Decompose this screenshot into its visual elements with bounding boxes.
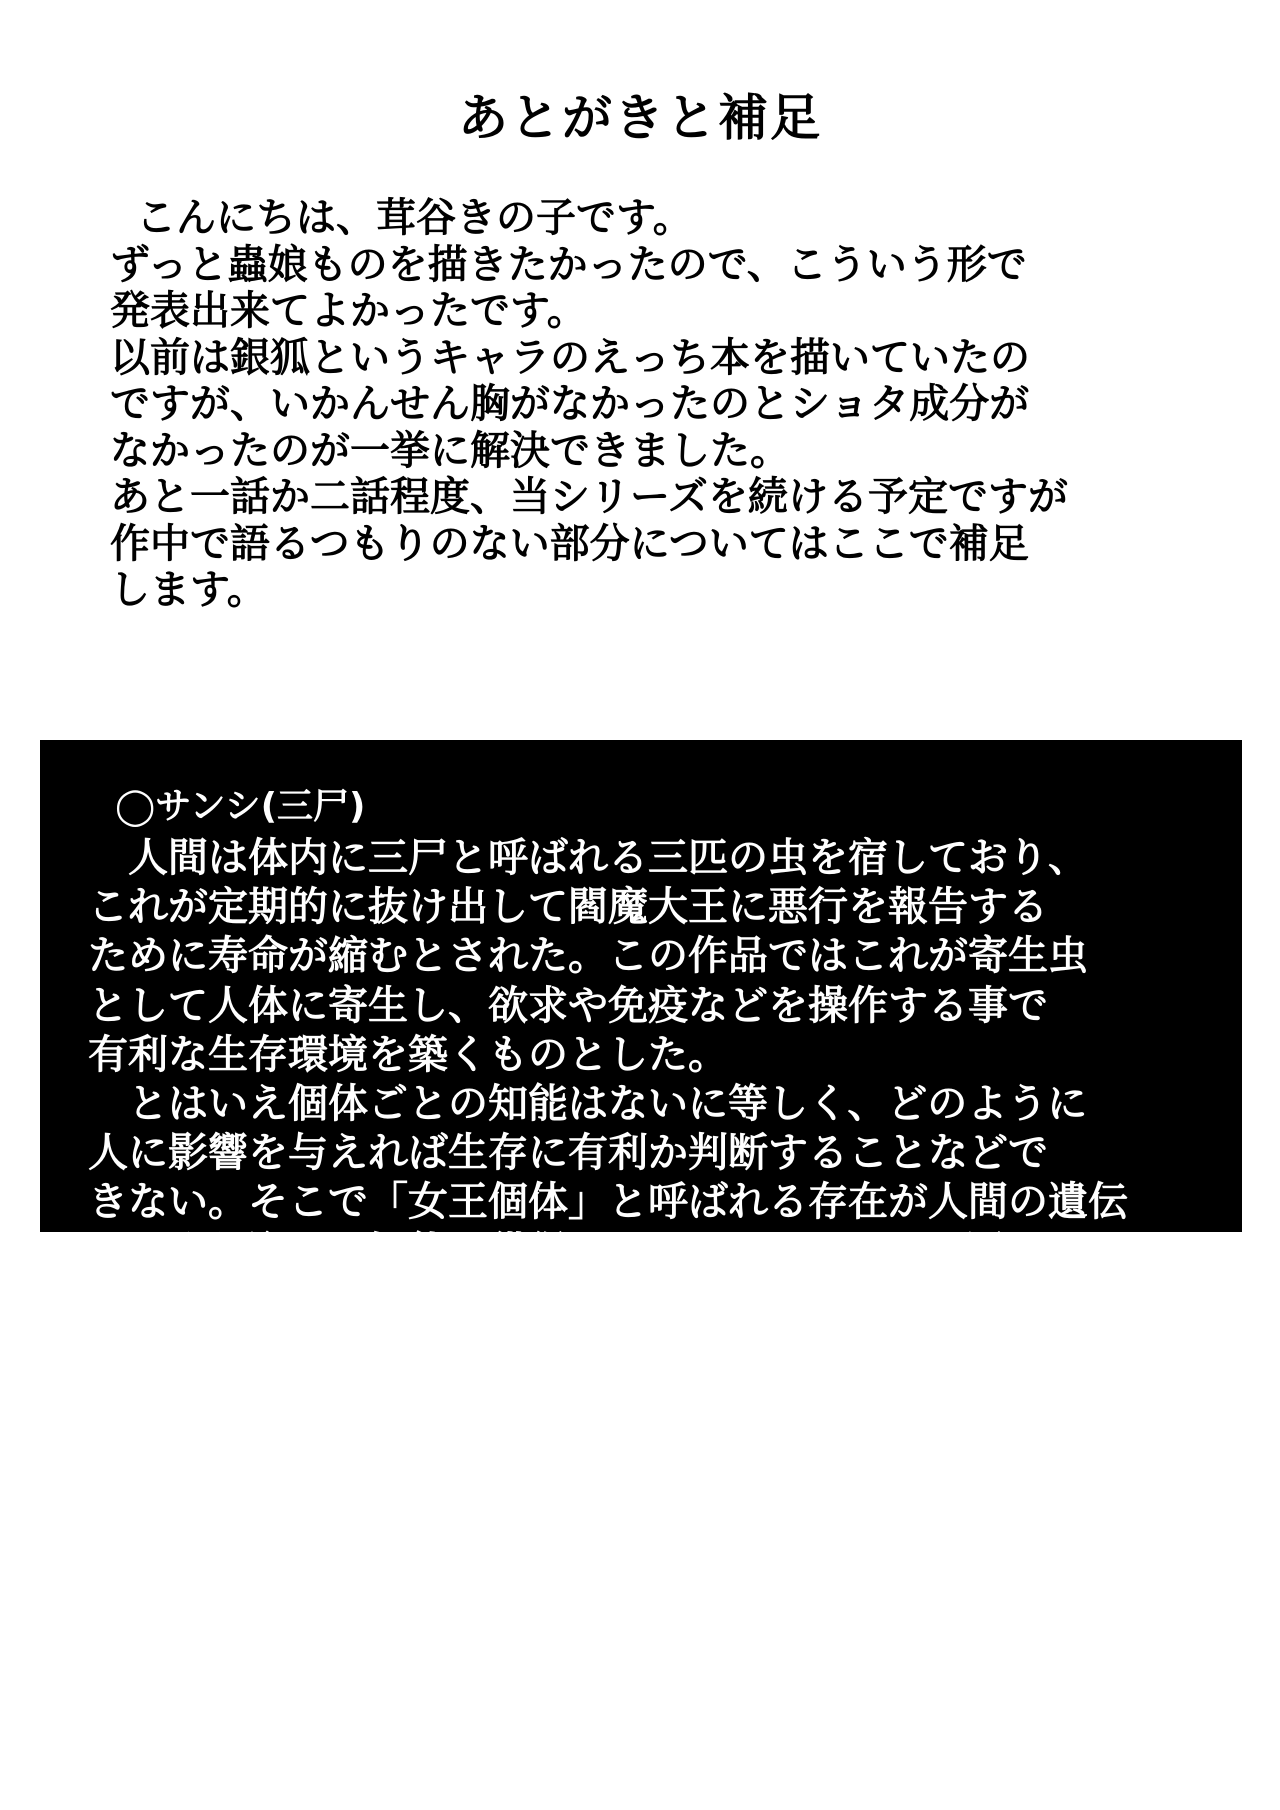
notes-line: その地域の三尸を操るのである。 [88, 1277, 688, 1324]
intro-line: 以前は銀狐というキャラのえっち本を描いていたの [110, 334, 1030, 381]
intro-line: 作中で語るつもりのない部分についてはここで補足 [110, 520, 1029, 567]
notes-line: 「女王個体」は記憶を引き継げるが、それは取捨選択が [88, 1326, 1088, 1373]
notes-line: きない。そこで「女王個体」と呼ばれる存在が人間の遺伝 [88, 1179, 1128, 1226]
notes-line: として人体に寄生し、欲求や免疫などを操作する事で [88, 982, 1048, 1029]
notes-line: これは人間のオスの腹に女王個体の卵を産み付けるため [88, 1425, 1088, 1472]
intro-line: こんにちは、茸谷きの子です。 [136, 195, 693, 241]
intro-line: ずっと蟲娘ものを描きたかったので、こういう形で [110, 241, 1027, 288]
notes-line: 子を取り込んで知能を獲得し、フェロモンなどを通じて [88, 1228, 1086, 1275]
notes-line: とはいえ個体ごとの知能はないに等しく、どのように [88, 1080, 1088, 1127]
notes-box [40, 740, 1242, 1521]
notes-line: である。 [88, 1474, 248, 1521]
notes-line: できる。人間のオスに関する記憶が引き継がれやすい。 [88, 1376, 1088, 1423]
notes-line: 有利な生存環境を築くものとした。 [88, 1031, 728, 1078]
notes-line: これが定期的に抜け出して閻魔大王に悪行を報告する [88, 884, 1048, 931]
intro-line: ですが、いかんせん胸がなかったのとショタ成分が [110, 381, 1030, 427]
page-title: あとがきと補足 [458, 89, 822, 147]
intro-line: 発表出来てよかったです。 [110, 288, 587, 334]
notes-line: ために寿命が縮むとされた。この作品ではこれが寄生虫 [88, 933, 1088, 980]
notes-line: 人間は体内に三尸と呼ばれる三匹の虫を宿しており、 [88, 835, 1088, 881]
notes-heading: ◯サンシ(三尸) [115, 786, 366, 827]
intro-line: なかったのが一挙に解決できました。 [110, 427, 790, 474]
notes-body [88, 834, 1228, 1523]
intro-line: します。 [110, 567, 267, 613]
intro-line: あと一話か二話程度、当シリーズを続ける予定ですが [110, 474, 1068, 520]
intro-text-block [110, 195, 1190, 614]
notes-line: 人に影響を与えれば生存に有利か判断することなどで [88, 1130, 1048, 1177]
